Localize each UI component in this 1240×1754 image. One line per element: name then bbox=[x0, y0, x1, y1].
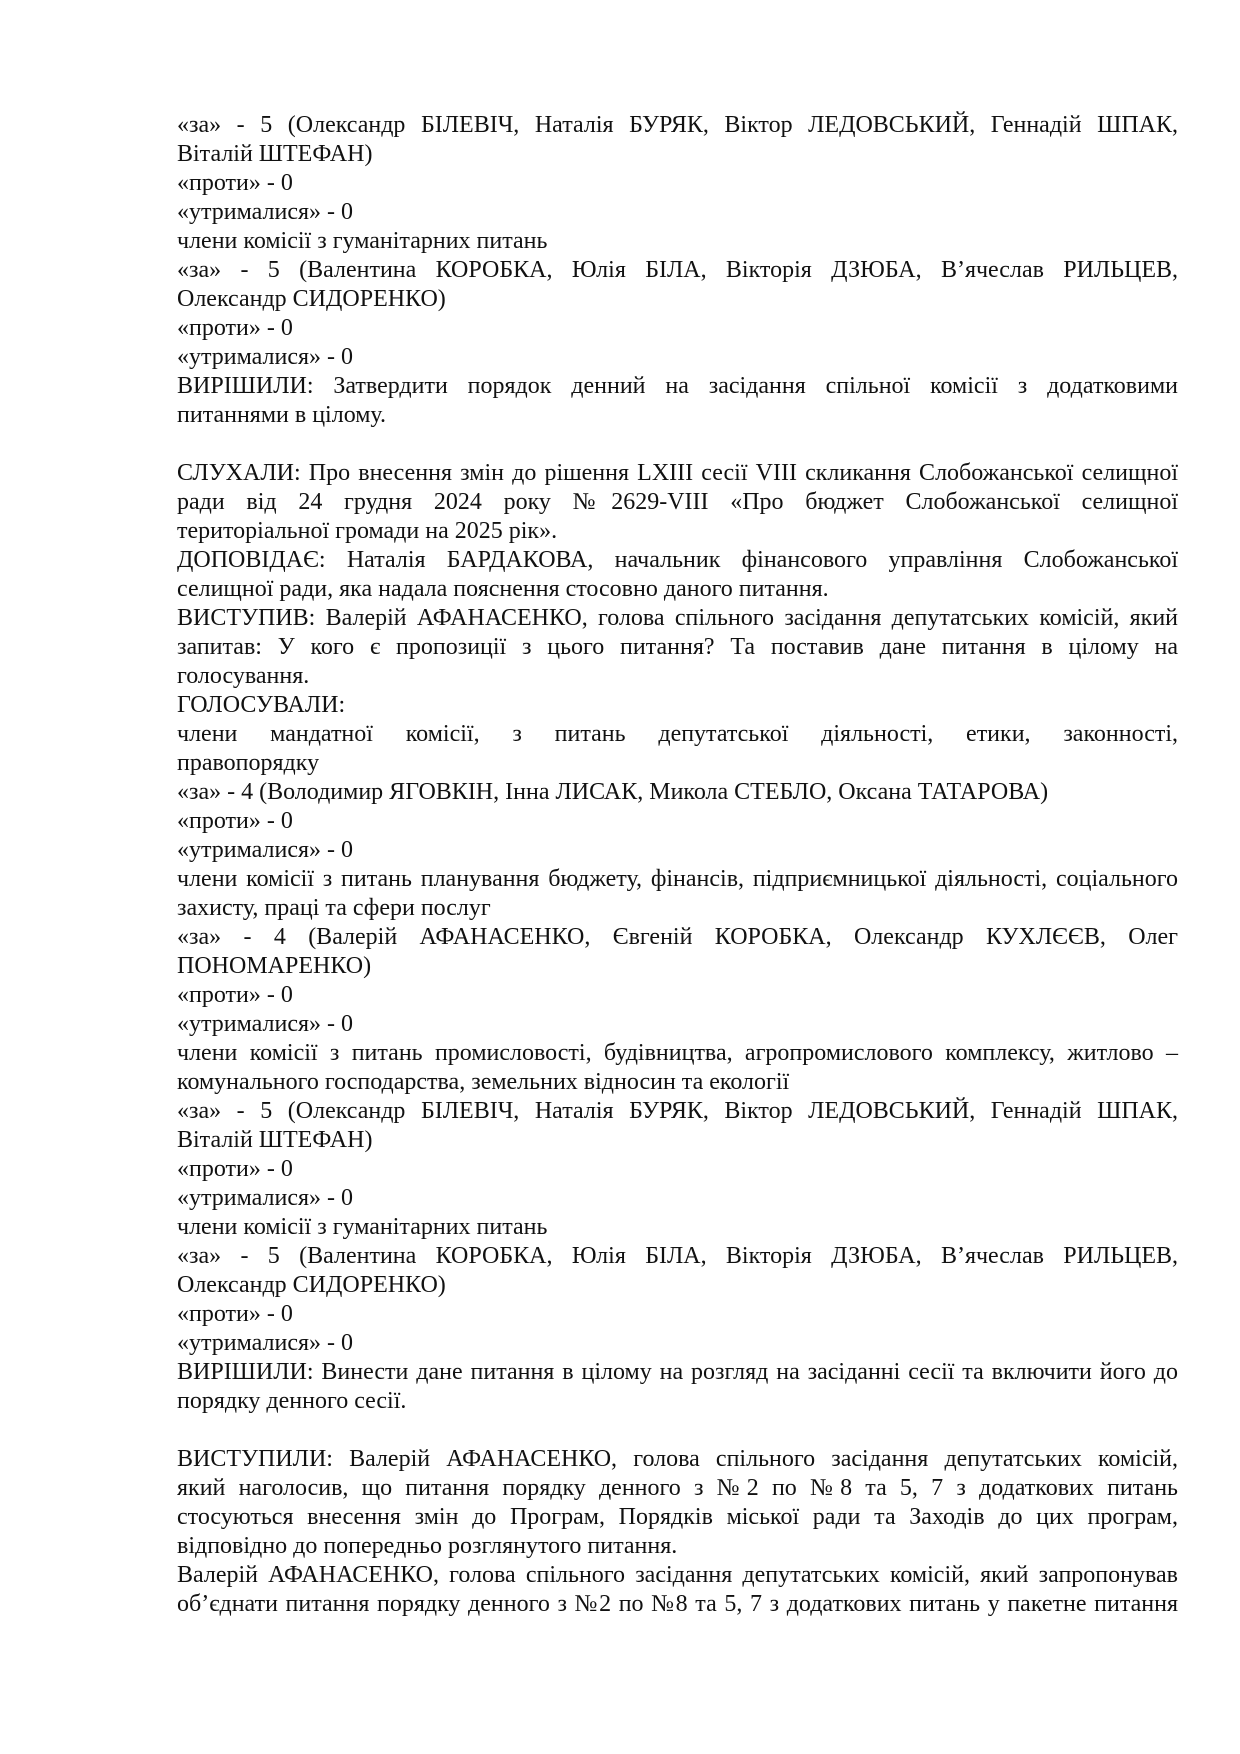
text-line: об’єднати питання порядку денного з №2 по №8 та 5, 7 з додаткових питань у пакетне питання bbox=[177, 1591, 1178, 1617]
text-line: члени мандатної комісії, з питань депутатської діяльності, етики, законності, bbox=[177, 721, 1178, 747]
text-line: «утрималися» - 0 bbox=[177, 199, 354, 225]
text-line: члени комісії з гуманітарних питань bbox=[177, 1214, 548, 1240]
text-line: відповідно до попередньо розглянутого питання. bbox=[177, 1533, 678, 1559]
text-line: «за» - 4 (Валерій АФАНАСЕНКО, Євгеній КОРОБКА, Олександр КУХЛЄЄВ, Олег bbox=[177, 924, 1178, 950]
text-line: «за» - 5 (Олександр БІЛЕВІЧ, Наталія БУРЯК, Віктор ЛЕДОВСЬКИЙ, Геннадій ШПАК, bbox=[177, 112, 1178, 138]
text-line: «утрималися» - 0 bbox=[177, 1011, 354, 1037]
text-line: ради від 24 грудня 2024 року №2629-VIII «Про бюджет Слобожанської селищної bbox=[177, 489, 1178, 515]
text-line: правопорядку bbox=[177, 750, 320, 776]
text-line: комунального господарства, земельних відносин та екології bbox=[177, 1069, 790, 1095]
text-line: ДОПОВІДАЄ: Наталія БАРДАКОВА, начальник фінансового управління Слобожанської bbox=[177, 547, 1178, 573]
text-line: ВИРІШИЛИ: Винести дане питання в цілому на розгляд на засіданні сесії та включити його до bbox=[177, 1359, 1178, 1385]
text-line: «проти» - 0 bbox=[177, 982, 293, 1008]
text-line: «утрималися» - 0 bbox=[177, 837, 354, 863]
text-line: «проти» - 0 bbox=[177, 1301, 293, 1327]
text-line: «проти» - 0 bbox=[177, 1156, 293, 1182]
text-line: «проти» - 0 bbox=[177, 170, 293, 196]
text-line: «за» - 4 (Володимир ЯГОВКІН, Інна ЛИСАК, Микола СТЕБЛО, Оксана ТАТАРОВА) bbox=[177, 779, 1049, 805]
text-line: територіальної громади на 2025 рік». bbox=[177, 518, 558, 544]
text-line: «утрималися» - 0 bbox=[177, 1185, 354, 1211]
text-line: Олександр СИДОРЕНКО) bbox=[177, 1272, 446, 1298]
text-line: захисту, праці та сфери послуг bbox=[177, 895, 491, 921]
blank-line bbox=[177, 430, 1178, 459]
text-line: «за» - 5 (Валентина КОРОБКА, Юлія БІЛА, Вікторія ДЗЮБА, В’ячеслав РИЛЬЦЕВ, bbox=[177, 257, 1178, 283]
text-line: члени комісії з питань планування бюджету, фінансів, підприємницької діяльності, соціального bbox=[177, 866, 1178, 892]
text-line: голосування. bbox=[177, 663, 310, 689]
text-line: Валерій АФАНАСЕНКО, голова спільного засідання депутатських комісій, який запропонував bbox=[177, 1562, 1178, 1588]
text-line: «проти» - 0 bbox=[177, 808, 293, 834]
text-line: «за» - 5 (Валентина КОРОБКА, Юлія БІЛА, Вікторія ДЗЮБА, В’ячеслав РИЛЬЦЕВ, bbox=[177, 1243, 1178, 1269]
text-line: члени комісії з питань промисловості, будівництва, агропромислового комплексу, житлово – bbox=[177, 1040, 1178, 1066]
text-line: ГОЛОСУВАЛИ: bbox=[177, 692, 346, 718]
blank-line bbox=[177, 1416, 1178, 1445]
text-line: ПОНОМАРЕНКО) bbox=[177, 953, 372, 979]
text-line: «утрималися» - 0 bbox=[177, 344, 354, 370]
text-line: Віталій ШТЕФАН) bbox=[177, 1127, 373, 1153]
document-body bbox=[177, 111, 1178, 1619]
text-line: який наголосив, що питання порядку денного з №2 по №8 та 5, 7 з додаткових питань bbox=[177, 1475, 1178, 1501]
text-line: «проти» - 0 bbox=[177, 315, 293, 341]
text-line: запитав: У кого є пропозиції з цього питання? Та поставив дане питання в цілому на bbox=[177, 634, 1178, 660]
text-line: стосуються внесення змін до Програм, Порядків міської ради та Заходів до цих програм, bbox=[177, 1504, 1178, 1530]
text-line: члени комісії з гуманітарних питань bbox=[177, 228, 548, 254]
text-line: «утрималися» - 0 bbox=[177, 1330, 354, 1356]
text-line: Віталій ШТЕФАН) bbox=[177, 141, 373, 167]
text-line: селищної ради, яка надала пояснення стосовно даного питання. bbox=[177, 576, 829, 602]
text-line: питаннями в цілому. bbox=[177, 402, 387, 428]
text-line: ВИСТУПИВ: Валерій АФАНАСЕНКО, голова спільного засідання депутатських комісій, який bbox=[177, 605, 1178, 631]
text-line: порядку денного сесії. bbox=[177, 1388, 407, 1414]
text-line: ВИСТУПИЛИ: Валерій АФАНАСЕНКО, голова спільного засідання депутатських комісій, bbox=[177, 1446, 1178, 1472]
text-line: СЛУХАЛИ: Про внесення змін до рішення LXIII сесії VIII скликання Слобожанської селищної bbox=[177, 460, 1178, 486]
text-line: «за» - 5 (Олександр БІЛЕВІЧ, Наталія БУРЯК, Віктор ЛЕДОВСЬКИЙ, Геннадій ШПАК, bbox=[177, 1098, 1178, 1124]
text-line: ВИРІШИЛИ: Затвердити порядок денний на засідання спільної комісії з додатковими bbox=[177, 373, 1178, 399]
text-line: Олександр СИДОРЕНКО) bbox=[177, 286, 446, 312]
